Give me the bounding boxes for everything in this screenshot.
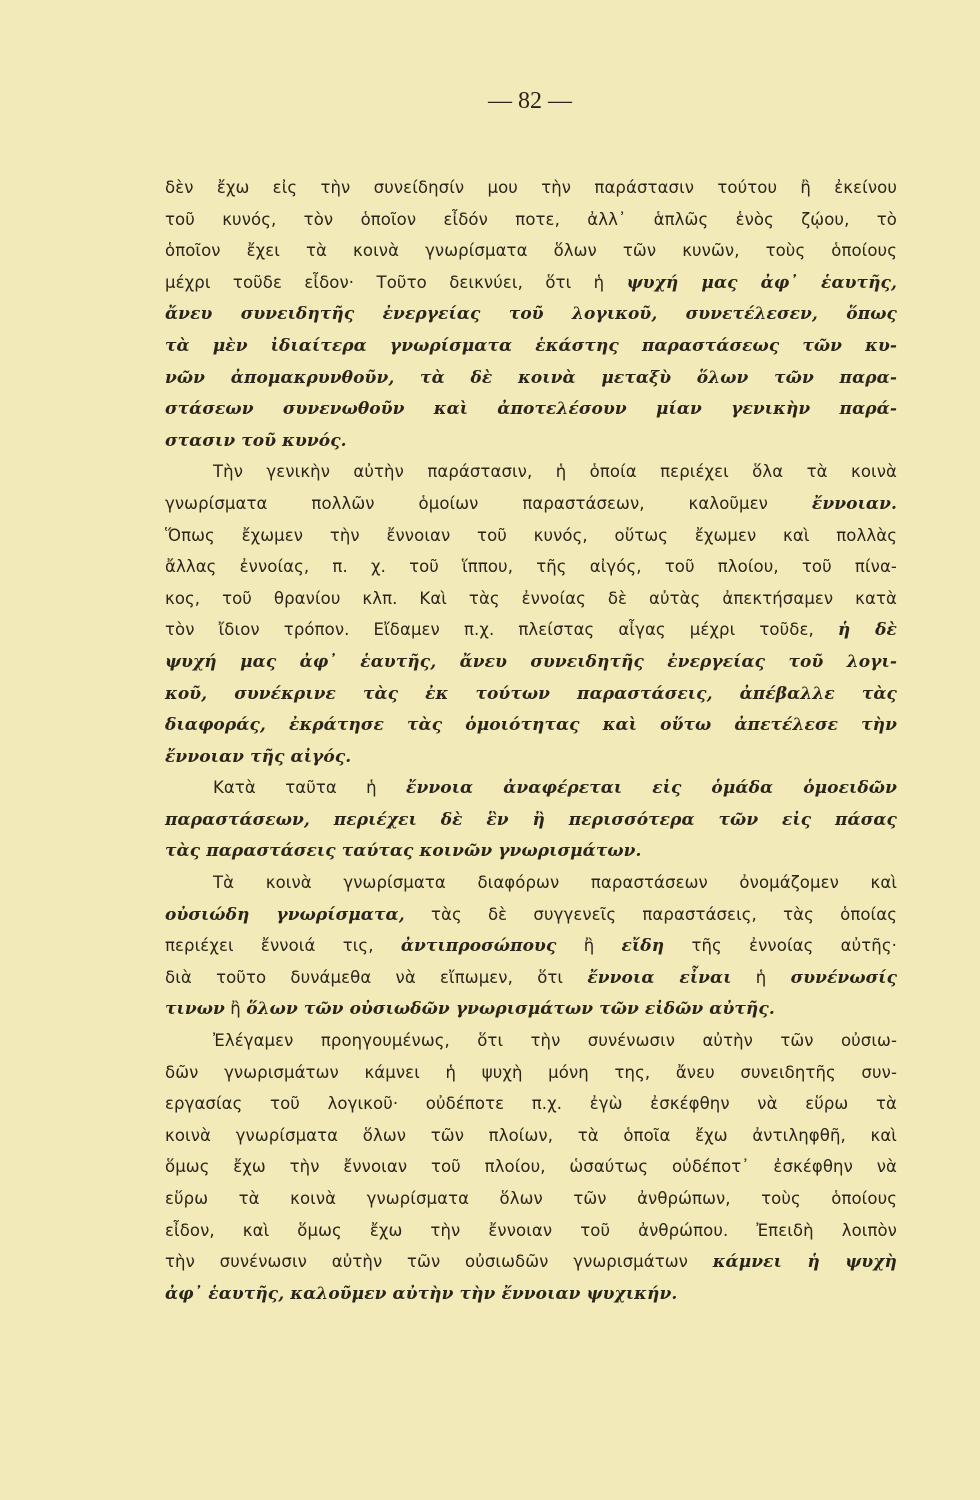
paragraph: [165, 456, 897, 772]
emphasized-text: ἡ δὲ: [837, 620, 897, 641]
emphasized-text: ἔννοια εἶναι: [587, 967, 732, 988]
text-run: τὴν συνένωσιν αὐτὴν τῶν οὐσιωδῶν γνωρισμάτων: [165, 1252, 713, 1272]
text-run: τοῦ κυνός, τὸν ὁποῖον εἶδόν ποτε, ἀλλ᾽ ἁπλῶς ἑνὸς ζῴου, τὸ: [165, 209, 897, 229]
text-line: [165, 1183, 897, 1215]
text-line: [165, 330, 897, 362]
emphasized-text: οὐσιώδη γνωρίσματα,: [165, 904, 405, 925]
text-line: [165, 1215, 897, 1247]
text-line: [165, 614, 897, 646]
text-line: [165, 741, 897, 773]
emphasized-text: στάσεων συνενωθοῦν καὶ ἀποτελέσουν μίαν γενικὴν παρά-: [165, 399, 897, 420]
text-line: [165, 867, 897, 899]
text-line: [165, 204, 897, 236]
text-run: ὁποῖον ἔχει τὰ κοινὰ γνωρίσματα ὅλων τῶν κυνῶν, τοὺς ὁποίους: [165, 241, 897, 261]
emphasized-text: τὰ μὲν ἰδιαίτερα γνωρίσματα ἑκάστης παραστάσεως τῶν κυ-: [165, 335, 897, 356]
text-run: εἶδον, καὶ ὅμως ἔχω τὴν ἔννοιαν τοῦ ἀνθρώπου. Ἐπειδὴ λοιπὸν: [165, 1220, 897, 1240]
text-line: [165, 930, 897, 962]
paragraph: [165, 172, 897, 456]
text-line: [165, 678, 897, 710]
text-run: τὰς δὲ συγγενεῖς παραστάσεις, τὰς ὁποίας: [404, 904, 897, 924]
text-line: [165, 393, 897, 425]
paragraph: [165, 1025, 897, 1309]
emphasized-text: κάμνει ἡ ψυχὴ: [712, 1252, 897, 1273]
text-run: Ἐλέγαμεν προηγουμένως, ὅτι τὴν συνένωσιν αὐτὴν τῶν οὐσιω-: [213, 1031, 897, 1051]
text-line: [165, 551, 897, 583]
text-run: τὸν ἴδιον τρόπον. Εἴδαμεν π.χ. πλείστας αἶγας μέχρι τοῦδε,: [165, 620, 838, 640]
paragraph: [165, 772, 897, 867]
emphasized-text: ὅλων τῶν οὐσιωδῶν γνωρισμάτων τῶν εἰδῶν αὐτῆς.: [246, 999, 775, 1020]
text-run: Ὅπως ἔχωμεν τὴν ἔννοιαν τοῦ κυνός, οὕτως ἔχωμεν καὶ πολλὰς: [165, 525, 897, 545]
text-line: [165, 456, 897, 488]
text-run: ὅμως ἔχω τὴν ἔννοιαν τοῦ πλοίου, ὡσαύτως οὐδέποτ᾽ ἐσκέφθην νὰ: [165, 1157, 897, 1177]
text-run: περιέχει ἔννοιά τις,: [165, 936, 401, 956]
text-run: διὰ τοῦτο δυνάμεθα νὰ εἴπωμεν, ὅτι: [165, 967, 588, 987]
text-line: [165, 362, 897, 394]
emphasized-text: παραστάσεων, περιέχει δὲ ἓν ἢ περισσότερα τῶν εἰς πάσας: [165, 809, 897, 830]
text-line: [165, 298, 897, 330]
emphasized-text: ψυχή μας ἀφ᾽ ἑαυτῆς, ἄνευ συνειδητῆς ἐνεργείας τοῦ λογι-: [165, 651, 897, 672]
text-line: [165, 1278, 897, 1310]
emphasized-text: ἀντιπροσώπους: [400, 936, 557, 957]
text-run: δὲν ἔχω εἰς τὴν συνείδησίν μου τὴν παράστασιν τούτου ἢ ἐκείνου: [165, 178, 897, 197]
text-line: [165, 962, 897, 994]
text-line: [165, 1246, 897, 1278]
emphasized-text: ἔννοιαν.: [811, 493, 897, 514]
emphasized-text: τὰς παραστάσεις ταύτας κοινῶν γνωρισμάτων.: [165, 841, 642, 862]
emphasized-text: ἔννοιαν τῆς αἰγός.: [165, 746, 352, 767]
text-line: [165, 772, 897, 804]
text-line: [165, 235, 897, 267]
text-run: γνωρίσματα πολλῶν ὁμοίων παραστάσεων, καλοῦμεν: [165, 493, 812, 513]
text-line: [165, 1088, 897, 1120]
text-line: [165, 993, 897, 1025]
text-line: [165, 520, 897, 552]
emphasized-text: νῶν ἀπομακρυνθοῦν, τὰ δὲ κοινὰ μεταξὺ ὅλων τῶν παρα-: [165, 367, 897, 388]
text-line: [165, 804, 897, 836]
text-run: εὕρω τὰ κοινὰ γνωρίσματα ὅλων τῶν ἀνθρώπων, τοὺς ὁποίους: [165, 1189, 897, 1208]
text-line: [165, 899, 897, 931]
text-run: κοινὰ γνωρίσματα ὅλων τῶν πλοίων, τὰ ὁποῖα ἔχω ἀντιληφθῆ, καὶ: [165, 1125, 897, 1145]
text-line: [165, 709, 897, 741]
emphasized-text: συνένωσίς: [790, 967, 898, 988]
text-run: εργασίας τοῦ λογικοῦ· οὐδέποτε π.χ. ἐγὼ ἐσκέφθην νὰ εὕρω τὰ: [165, 1094, 897, 1114]
text-run: ἢ: [224, 999, 247, 1019]
page-number: — 82 —: [488, 88, 572, 114]
text-run: ἄλλας ἐννοίας, π. χ. τοῦ ἵππου, τῆς αἰγός, τοῦ πλοίου, τοῦ πίνα-: [165, 557, 897, 577]
text-run: Τὰ κοινὰ γνωρίσματα διαφόρων παραστάσεων ὀνομάζομεν καὶ: [213, 873, 897, 893]
text-line: [165, 646, 897, 678]
emphasized-text: ψυχή μας ἀφ᾽ ἑαυτῆς,: [626, 272, 897, 293]
emphasized-text: διαφοράς, ἐκράτησε τὰς ὁμοιότητας καὶ οὕτω ἀπετέλεσε τὴν: [165, 715, 897, 736]
text-run: Κατὰ ταῦτα ἡ: [213, 778, 407, 798]
text-line: [165, 835, 897, 867]
emphasized-text: ἀφ᾽ ἑαυτῆς, καλοῦμεν αὐτὴν τὴν ἔννοιαν ψυχικήν.: [165, 1283, 678, 1304]
text-line: [165, 1057, 897, 1089]
paragraph: [165, 867, 897, 1025]
body-text: [165, 172, 897, 1309]
text-line: [165, 488, 897, 520]
text-run: ἢ: [556, 936, 622, 956]
text-line: [165, 172, 897, 204]
text-line: [165, 425, 897, 457]
text-run: μέχρι τοῦδε εἶδον· Τοῦτο δεικνύει, ὅτι ἡ: [165, 272, 627, 292]
emphasized-text: ἔννοια ἀναφέρεται εἰς ὁμάδα ὁμοειδῶν: [406, 778, 897, 799]
text-run: Τὴν γενικὴν αὐτὴν παράστασιν, ἡ ὁποία περιέχει ὅλα τὰ κοινὰ: [213, 462, 897, 482]
emphasized-text: εἴδη: [621, 936, 665, 957]
text-run: τῆς ἐννοίας αὐτῆς·: [664, 936, 897, 956]
text-run: ἡ: [731, 967, 791, 987]
text-run: κος, τοῦ θρανίου κλπ. Καὶ τὰς ἐννοίας δὲ αὐτὰς ἀπεκτήσαμεν κατὰ: [165, 588, 897, 608]
text-line: [165, 1025, 897, 1057]
text-line: [165, 267, 897, 299]
emphasized-text: στασιν τοῦ κυνός.: [165, 430, 347, 451]
emphasized-text: ἄνευ συνειδητῆς ἐνεργείας τοῦ λογικοῦ, συνετέλεσεν, ὅπως: [165, 304, 897, 325]
text-line: [165, 1151, 897, 1183]
text-line: [165, 583, 897, 615]
emphasized-text: τινων: [165, 999, 225, 1020]
emphasized-text: κοῦ, συνέκρινε τὰς ἐκ τούτων παραστάσεις, ἀπέβαλλε τὰς: [165, 683, 897, 704]
text-line: [165, 1120, 897, 1152]
text-run: δῶν γνωρισμάτων κάμνει ἡ ψυχὴ μόνη της, ἄνευ συνειδητῆς συν-: [165, 1062, 897, 1082]
